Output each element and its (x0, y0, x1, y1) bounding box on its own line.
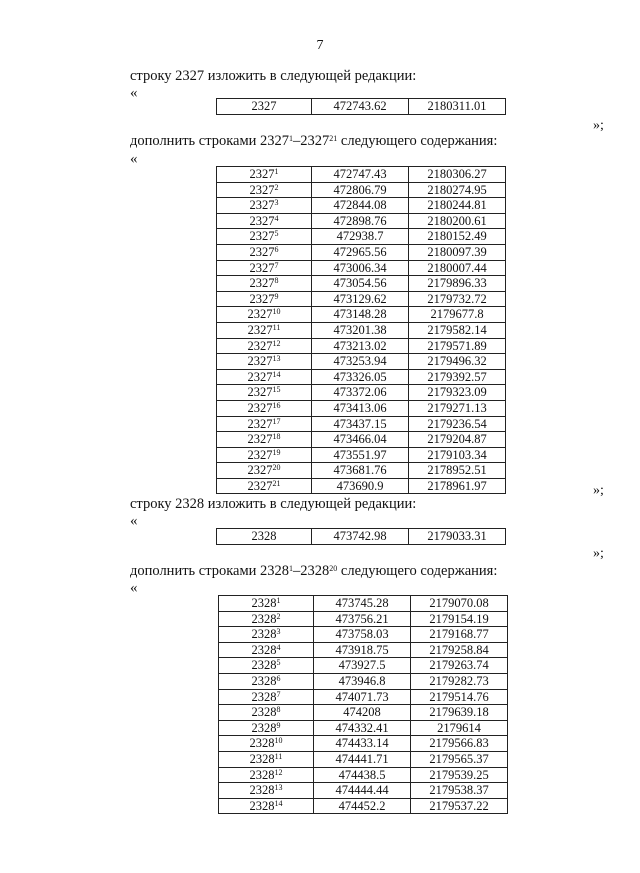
point-number: 2328 (251, 596, 277, 611)
point-number: 2327 (247, 338, 273, 353)
point-number-cell (217, 291, 312, 307)
x-coordinate-cell: 473372.06 (312, 385, 409, 401)
block-heading: строку 2327 изложить в следующей редакции: (130, 68, 417, 84)
point-number-cell (217, 338, 312, 354)
point-number-cell (217, 260, 312, 276)
x-coordinate-cell: 474444.44 (314, 783, 411, 799)
x-coordinate-cell: 472844.08 (312, 198, 409, 214)
x-coordinate-cell: 473148.28 (312, 307, 409, 323)
point-number-sup: 21 (272, 478, 281, 488)
point-number-cell (217, 244, 312, 260)
point-number: 2328 (251, 529, 277, 544)
table-row (219, 783, 508, 799)
table-row (217, 416, 506, 432)
point-number: 2328 (251, 642, 277, 657)
point-number: 2328 (251, 689, 277, 704)
point-number-sup: 1 (276, 596, 281, 606)
table-row (219, 798, 508, 814)
point-number-cell (217, 529, 312, 545)
point-number-sup: 6 (276, 674, 281, 684)
y-coordinate-cell: 2179323.09 (409, 385, 506, 401)
x-coordinate-cell: 473213.02 (312, 338, 409, 354)
table-row (219, 596, 508, 612)
y-coordinate-cell: 2179582.14 (409, 322, 506, 338)
point-number-cell (219, 627, 314, 643)
table-row (219, 673, 508, 689)
point-number-cell (217, 99, 312, 115)
table-row (217, 198, 506, 214)
y-coordinate-cell: 2180274.95 (409, 182, 506, 198)
open-quote: « (130, 85, 138, 101)
y-coordinate-cell: 2179282.73 (411, 673, 508, 689)
table-row (219, 642, 508, 658)
point-number: 2327 (249, 276, 275, 291)
y-coordinate-cell: 2180097.39 (409, 244, 506, 260)
table-row (217, 99, 506, 115)
point-number: 2328 (251, 705, 277, 720)
coordinates-table (216, 98, 506, 115)
point-number-sup: 12 (272, 338, 281, 348)
table-row (219, 720, 508, 736)
x-coordinate-cell: 472806.79 (312, 182, 409, 198)
point-number-sup: 4 (274, 213, 279, 223)
point-number-cell (219, 689, 314, 705)
point-number-cell (217, 354, 312, 370)
point-number-cell (217, 167, 312, 183)
x-coordinate-cell: 472898.76 (312, 213, 409, 229)
y-coordinate-cell: 2179565.37 (411, 751, 508, 767)
x-coordinate-cell: 473437.15 (312, 416, 409, 432)
x-coordinate-cell: 473681.76 (312, 463, 409, 479)
y-coordinate-cell: 2179614 (411, 720, 508, 736)
point-number: 2327 (249, 229, 275, 244)
x-coordinate-cell: 473201.38 (312, 322, 409, 338)
heading-suffix: следующего содержания: (337, 133, 498, 149)
y-coordinate-cell: 2179639.18 (411, 705, 508, 721)
point-number-cell (219, 783, 314, 799)
point-number-sup: 19 (272, 447, 281, 457)
x-coordinate-cell: 473745.28 (314, 596, 411, 612)
point-number-cell (217, 229, 312, 245)
heading-prefix: дополнить строками 2328 (130, 563, 290, 579)
heading-mid: –2328 (293, 563, 330, 579)
table-row (217, 369, 506, 385)
point-number-cell (217, 369, 312, 385)
point-number-sup: 8 (274, 276, 279, 286)
point-number: 2328 (249, 751, 275, 766)
point-number-sup: 16 (272, 400, 281, 410)
point-number-sup: 12 (274, 767, 283, 777)
x-coordinate-cell: 473918.75 (314, 642, 411, 658)
y-coordinate-cell: 2179168.77 (411, 627, 508, 643)
point-number-sup: 10 (272, 307, 281, 317)
point-number: 2328 (249, 783, 275, 798)
point-number-sup: 18 (272, 432, 281, 442)
x-coordinate-cell: 474208 (314, 705, 411, 721)
x-coordinate-cell: 474441.71 (314, 751, 411, 767)
y-coordinate-cell: 2179566.83 (411, 736, 508, 752)
heading-sup: 20 (329, 564, 338, 573)
table-row (219, 751, 508, 767)
point-number-sup: 4 (276, 642, 281, 652)
y-coordinate-cell: 2179896.33 (409, 276, 506, 292)
x-coordinate-cell: 473742.98 (312, 529, 409, 545)
point-number-sup: 2 (276, 611, 281, 621)
point-number-sup: 8 (276, 705, 281, 715)
table-row (217, 354, 506, 370)
point-number: 2327 (247, 369, 273, 384)
point-number: 2328 (249, 736, 275, 751)
table-row (219, 627, 508, 643)
table-row (217, 338, 506, 354)
y-coordinate-cell: 2179154.19 (411, 611, 508, 627)
x-coordinate-cell: 472965.56 (312, 244, 409, 260)
point-number-cell (217, 463, 312, 479)
table-row (217, 167, 506, 183)
y-coordinate-cell: 2179033.31 (409, 529, 506, 545)
heading-mid: –2327 (293, 133, 330, 149)
y-coordinate-cell: 2179263.74 (411, 658, 508, 674)
table-row (217, 291, 506, 307)
table-row (217, 213, 506, 229)
x-coordinate-cell: 472743.62 (312, 99, 409, 115)
point-number-cell (219, 642, 314, 658)
table-row (217, 244, 506, 260)
y-coordinate-cell: 2179537.22 (411, 798, 508, 814)
x-coordinate-cell: 473946.8 (314, 673, 411, 689)
point-number-cell (217, 198, 312, 214)
table-row (217, 229, 506, 245)
point-number-sup: 11 (274, 751, 283, 761)
x-coordinate-cell: 473466.04 (312, 432, 409, 448)
y-coordinate-cell: 2180306.27 (409, 167, 506, 183)
point-number: 2328 (251, 674, 277, 689)
table-row (219, 689, 508, 705)
point-number-sup: 14 (272, 369, 281, 379)
close-quote: »; (593, 483, 604, 498)
point-number: 2328 (249, 798, 275, 813)
x-coordinate-cell: 473006.34 (312, 260, 409, 276)
y-coordinate-cell: 2179514.76 (411, 689, 508, 705)
point-number-cell (217, 322, 312, 338)
close-quote: »; (593, 118, 604, 133)
point-number-cell (217, 447, 312, 463)
point-number-sup: 17 (272, 416, 281, 426)
open-quote: « (130, 151, 138, 167)
x-coordinate-cell: 473756.21 (314, 611, 411, 627)
y-coordinate-cell: 2179539.25 (411, 767, 508, 783)
point-number-sup: 3 (276, 627, 281, 637)
y-coordinate-cell: 2180200.61 (409, 213, 506, 229)
y-coordinate-cell: 2179204.87 (409, 432, 506, 448)
point-number-sup: 3 (274, 198, 279, 208)
point-number: 2327 (249, 245, 275, 260)
y-coordinate-cell: 2178952.51 (409, 463, 506, 479)
y-coordinate-cell: 2179677.8 (409, 307, 506, 323)
point-number-sup: 7 (276, 689, 281, 699)
open-quote: « (130, 513, 138, 529)
x-coordinate-cell: 472938.7 (312, 229, 409, 245)
point-number-cell (219, 658, 314, 674)
point-number: 2327 (247, 447, 273, 462)
heading-suffix: следующего содержания: (337, 563, 498, 579)
point-number-sup: 6 (274, 245, 279, 255)
y-coordinate-cell: 2179070.08 (411, 596, 508, 612)
point-number: 2328 (251, 611, 277, 626)
heading-sup: 21 (329, 134, 338, 143)
point-number-cell (219, 798, 314, 814)
y-coordinate-cell: 2179538.37 (411, 783, 508, 799)
x-coordinate-cell: 473413.06 (312, 400, 409, 416)
table-row (217, 478, 506, 494)
page-number: 7 (316, 38, 324, 53)
table-row (217, 307, 506, 323)
x-coordinate-cell: 473253.94 (312, 354, 409, 370)
table-row (219, 767, 508, 783)
y-coordinate-cell: 2180311.01 (409, 99, 506, 115)
point-number-sup: 2 (274, 182, 279, 192)
table-row (219, 658, 508, 674)
point-number-sup: 14 (274, 798, 283, 808)
close-quote: »; (593, 546, 604, 561)
point-number-cell (219, 673, 314, 689)
point-number: 2327 (247, 432, 273, 447)
point-number: 2327 (249, 182, 275, 197)
block-heading: строку 2328 изложить в следующей редакции: (130, 496, 417, 512)
point-number-cell (219, 705, 314, 721)
table-row (217, 322, 506, 338)
point-number: 2327 (247, 400, 273, 415)
point-number-sup: 1 (274, 167, 279, 177)
point-number-sup: 9 (274, 291, 279, 301)
x-coordinate-cell: 473129.62 (312, 291, 409, 307)
x-coordinate-cell: 473758.03 (314, 627, 411, 643)
y-coordinate-cell: 2179271.13 (409, 400, 506, 416)
point-number-sup: 15 (272, 385, 281, 395)
y-coordinate-cell: 2179392.57 (409, 369, 506, 385)
point-number-sup: 13 (274, 783, 283, 793)
point-number-cell (219, 767, 314, 783)
block-heading (130, 133, 497, 150)
point-number: 2327 (249, 260, 275, 275)
point-number: 2327 (247, 416, 273, 431)
point-number: 2327 (251, 99, 277, 114)
y-coordinate-cell: 2179236.54 (409, 416, 506, 432)
x-coordinate-cell: 473551.97 (312, 447, 409, 463)
x-coordinate-cell: 474433.14 (314, 736, 411, 752)
point-number: 2327 (249, 198, 275, 213)
y-coordinate-cell: 2179103.34 (409, 447, 506, 463)
x-coordinate-cell: 473927.5 (314, 658, 411, 674)
y-coordinate-cell: 2179732.72 (409, 291, 506, 307)
point-number-cell (219, 751, 314, 767)
point-number: 2328 (251, 627, 277, 642)
open-quote: « (130, 580, 138, 596)
table-row (217, 276, 506, 292)
table-row (219, 736, 508, 752)
heading-sup: 1 (289, 564, 294, 573)
table-row (219, 611, 508, 627)
heading-sup: 1 (289, 134, 294, 143)
point-number-cell (217, 182, 312, 198)
y-coordinate-cell: 2180244.81 (409, 198, 506, 214)
table-row (217, 463, 506, 479)
heading-prefix: дополнить строками 2327 (130, 133, 290, 149)
point-number-cell (217, 213, 312, 229)
point-number-cell (219, 596, 314, 612)
x-coordinate-cell: 474438.5 (314, 767, 411, 783)
point-number-cell (217, 385, 312, 401)
point-number-cell (219, 611, 314, 627)
point-number: 2327 (249, 167, 275, 182)
table-row (217, 529, 506, 545)
point-number-sup: 7 (274, 260, 279, 270)
point-number: 2327 (249, 213, 275, 228)
x-coordinate-cell: 474332.41 (314, 720, 411, 736)
point-number: 2327 (247, 463, 273, 478)
y-coordinate-cell: 2179258.84 (411, 642, 508, 658)
table-row (217, 385, 506, 401)
point-number: 2327 (249, 291, 275, 306)
point-number: 2327 (247, 322, 273, 337)
x-coordinate-cell: 473690.9 (312, 478, 409, 494)
point-number-cell (217, 416, 312, 432)
y-coordinate-cell: 2180007.44 (409, 260, 506, 276)
point-number-sup: 5 (276, 658, 281, 668)
point-number-sup: 9 (276, 720, 281, 730)
point-number: 2328 (251, 720, 277, 735)
table-row (217, 447, 506, 463)
coordinates-table (218, 595, 508, 814)
point-number: 2327 (247, 354, 273, 369)
point-number-sup: 13 (272, 354, 281, 364)
point-number-cell (217, 478, 312, 494)
point-number-cell (217, 307, 312, 323)
table-row (217, 432, 506, 448)
y-coordinate-cell: 2180152.49 (409, 229, 506, 245)
table-row (217, 400, 506, 416)
y-coordinate-cell: 2179496.32 (409, 354, 506, 370)
point-number-sup: 5 (274, 229, 279, 239)
point-number-cell (217, 400, 312, 416)
x-coordinate-cell: 474452.2 (314, 798, 411, 814)
x-coordinate-cell: 474071.73 (314, 689, 411, 705)
point-number-cell (217, 432, 312, 448)
y-coordinate-cell: 2179571.89 (409, 338, 506, 354)
point-number-cell (219, 720, 314, 736)
point-number-sup: 20 (272, 463, 281, 473)
x-coordinate-cell: 473326.05 (312, 369, 409, 385)
table-row (217, 260, 506, 276)
point-number-sup: 11 (272, 322, 281, 332)
point-number: 2327 (247, 385, 273, 400)
point-number: 2328 (251, 658, 277, 673)
point-number: 2327 (247, 307, 273, 322)
table-row (217, 182, 506, 198)
point-number: 2327 (247, 478, 273, 493)
coordinates-table (216, 166, 506, 494)
point-number-cell (217, 276, 312, 292)
point-number-cell (219, 736, 314, 752)
x-coordinate-cell: 473054.56 (312, 276, 409, 292)
point-number-sup: 10 (274, 736, 283, 746)
block-heading (130, 563, 497, 580)
y-coordinate-cell: 2178961.97 (409, 478, 506, 494)
x-coordinate-cell: 472747.43 (312, 167, 409, 183)
coordinates-table (216, 528, 506, 545)
table-row (219, 705, 508, 721)
point-number: 2328 (249, 767, 275, 782)
